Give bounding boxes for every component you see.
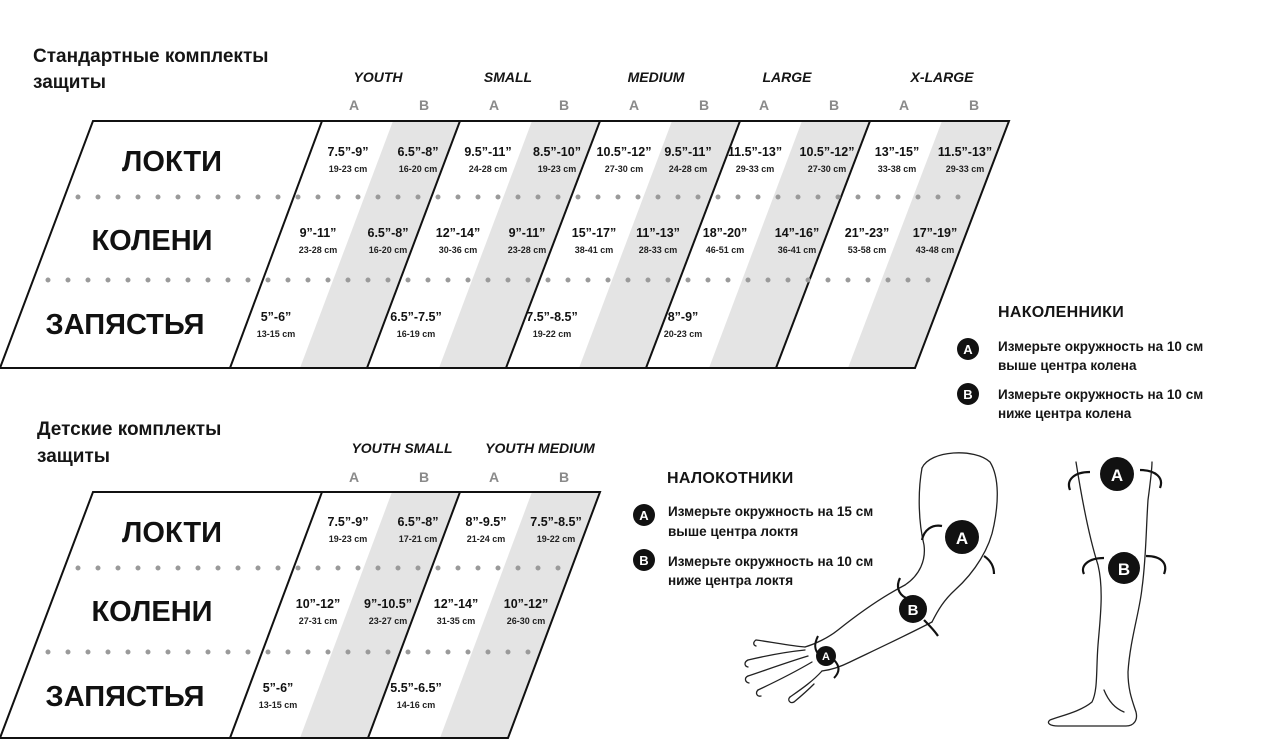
table-cell	[572, 226, 616, 255]
rotate-arrow-icon	[1146, 556, 1165, 574]
cell-cm-value: 16-20 cm	[368, 245, 408, 255]
elbow-guide-item-b	[633, 549, 873, 588]
cell-inch-value: 7.5”-8.5”	[526, 310, 578, 324]
table-cell	[328, 515, 369, 544]
cell-inch-value: 8”-9.5”	[465, 515, 507, 529]
knee-guide-item-b	[957, 383, 1203, 421]
ab-header-a: A	[898, 97, 910, 113]
ab-header-b: B	[558, 469, 570, 485]
table-cell	[703, 226, 747, 255]
ab-header-b: B	[968, 97, 980, 113]
cell-inch-value: 6.5”-8”	[367, 226, 409, 240]
cell-inch-value: 6.5”-7.5”	[390, 310, 442, 324]
table-cell	[299, 226, 338, 255]
cell-cm-value: 29-33 cm	[945, 164, 985, 174]
cell-cm-value: 23-27 cm	[368, 616, 408, 626]
ab-header-a: A	[758, 97, 770, 113]
cell-inch-value: 8”-9”	[667, 310, 699, 324]
row-label-elbows: ЛОКТИ	[122, 146, 222, 178]
row-label-wrists: ЗАПЯСТЬЯ	[45, 309, 205, 341]
table-cell	[464, 145, 511, 174]
knee-guide-a-line2: выше центра колена	[998, 358, 1137, 373]
table-cell	[436, 226, 480, 255]
cell-cm-value: 43-48 cm	[915, 245, 955, 255]
knee-guide	[957, 304, 1203, 421]
cell-inch-value: 10”-12”	[295, 597, 341, 611]
upper-arm-marker-a	[922, 520, 994, 574]
row-label-knees: КОЛЕНИ	[91, 596, 213, 628]
badge-b-letter: B	[639, 553, 649, 568]
cell-cm-value: 24-28 cm	[468, 164, 508, 174]
cell-inch-value: 11.5”-13”	[727, 145, 783, 159]
badge-b-letter: B	[963, 387, 973, 402]
cell-inch-value: 9”-10.5”	[364, 597, 412, 611]
cell-inch-value: 8.5”-10”	[533, 145, 581, 159]
size-header-youth-medium: YOUTH MEDIUM	[485, 440, 595, 456]
elbow-guide-item-a	[633, 504, 873, 539]
ab-header-a: A	[488, 469, 500, 485]
rotate-arrow-icon	[922, 526, 942, 540]
cell-inch-value: 10.5”-12”	[799, 145, 855, 159]
ab-header-a: A	[348, 97, 360, 113]
cell-cm-value: 33-38 cm	[877, 164, 917, 174]
size-header-large: LARGE	[762, 69, 812, 85]
cell-inch-value: 17”-19”	[912, 226, 958, 240]
cell-cm-value: 28-33 cm	[638, 245, 678, 255]
size-header-youth-small: YOUTH SMALL	[351, 440, 453, 456]
standard-size-headers	[354, 69, 975, 85]
table-cell	[296, 597, 340, 626]
row-label-wrists: ЗАПЯСТЬЯ	[45, 681, 205, 713]
marker-b-letter: B	[1117, 560, 1131, 579]
elbow-guide-a-line2: выше центра локтя	[668, 524, 799, 539]
cell-cm-value: 46-51 cm	[705, 245, 745, 255]
knee-guide-title: НАКОЛЕННИКИ	[998, 304, 1124, 321]
cell-cm-value: 27-30 cm	[807, 164, 847, 174]
table-cell	[257, 310, 296, 339]
row-label-knees: КОЛЕНИ	[91, 225, 213, 257]
cell-inch-value: 5.5”-6.5”	[390, 681, 442, 695]
table-cell	[728, 145, 782, 174]
cell-inch-value: 10”-12”	[503, 597, 549, 611]
elbow-guide-a-line1: Измерьте окружность на 15 см	[668, 504, 874, 519]
kids-title-line2: защиты	[37, 446, 111, 467]
knee-guide-b-line1: Измерьте окружность на 10 см	[998, 387, 1204, 402]
cell-inch-value: 6.5”-8”	[397, 515, 439, 529]
size-header-youth: YOUTH	[353, 69, 403, 85]
table-cell	[597, 145, 652, 174]
cell-inch-value: 7.5”-8.5”	[530, 515, 582, 529]
table-cell	[526, 310, 577, 339]
cell-cm-value: 24-28 cm	[668, 164, 708, 174]
cell-cm-value: 30-36 cm	[438, 245, 478, 255]
cell-inch-value: 11.5”-13”	[937, 145, 993, 159]
elbow-guide-b-line2: ниже центра локтя	[668, 573, 794, 588]
cell-cm-value: 13-15 cm	[258, 700, 298, 710]
leg-illustration	[1048, 457, 1165, 726]
table-cell	[664, 310, 703, 339]
cell-cm-value: 26-30 cm	[506, 616, 546, 626]
marker-b-letter: B	[907, 602, 919, 619]
cell-inch-value: 9.5”-11”	[464, 145, 512, 159]
ab-header-b: B	[698, 97, 710, 113]
cell-inch-value: 6.5”-8”	[397, 145, 439, 159]
elbow-guide-b-line1: Измерьте окружность на 10 см	[668, 554, 874, 569]
ab-header-b: B	[558, 97, 570, 113]
cell-inch-value: 18”-20”	[702, 226, 748, 240]
cell-cm-value: 27-30 cm	[604, 164, 644, 174]
badge-a-letter: A	[963, 342, 973, 357]
knee-guide-a-line1: Измерьте окружность на 10 см	[998, 339, 1204, 354]
cell-inch-value: 12”-14”	[435, 226, 481, 240]
marker-a-letter: A	[1110, 466, 1124, 485]
cell-inch-value: 10.5”-12”	[596, 145, 652, 159]
kids-title-line1: Детские комплекты	[37, 419, 222, 440]
cell-inch-value: 7.5”-9”	[327, 145, 369, 159]
table-cell	[259, 681, 298, 710]
rotate-arrow-icon	[984, 556, 994, 574]
rotate-arrow-icon	[834, 660, 839, 678]
cell-cm-value: 27-31 cm	[298, 616, 338, 626]
cell-inch-value: 7.5”-9”	[327, 515, 369, 529]
cell-inch-value: 5”-6”	[262, 681, 294, 695]
size-header-xlarge: X-LARGE	[910, 69, 974, 85]
ab-header-a: A	[488, 97, 500, 113]
knee-guide-item-a	[957, 338, 1203, 373]
cell-inch-value: 9”-11”	[508, 226, 546, 240]
ab-header-a: A	[348, 469, 360, 485]
cell-inch-value: 21”-23”	[844, 226, 890, 240]
forearm-marker-b	[898, 578, 938, 636]
cell-cm-value: 16-19 cm	[396, 329, 436, 339]
cell-cm-value: 14-16 cm	[396, 700, 436, 710]
cell-cm-value: 36-41 cm	[777, 245, 817, 255]
cell-inch-value: 14”-16”	[774, 226, 820, 240]
standard-title-line1: Стандартные комплекты	[33, 46, 269, 67]
table-cell	[466, 515, 507, 544]
table-cell	[434, 597, 478, 626]
size-header-medium: MEDIUM	[627, 69, 685, 85]
cell-inch-value: 9.5”-11”	[664, 145, 712, 159]
cell-cm-value: 21-24 cm	[466, 534, 506, 544]
cell-cm-value: 38-41 cm	[574, 245, 614, 255]
cell-inch-value: 5”-6”	[260, 310, 292, 324]
cell-cm-value: 53-58 cm	[847, 245, 887, 255]
row-label-elbows: ЛОКТИ	[122, 517, 222, 549]
standard-title-line2: защиты	[33, 72, 107, 93]
cell-inch-value: 13”-15”	[874, 145, 920, 159]
cell-cm-value: 19-22 cm	[532, 329, 572, 339]
knee-guide-b-line2: ниже центра колена	[998, 406, 1132, 421]
rotate-arrow-icon	[898, 578, 906, 598]
ab-header-b: B	[418, 469, 430, 485]
cell-cm-value: 29-33 cm	[735, 164, 775, 174]
table-cell	[328, 145, 369, 174]
rotate-arrow-icon	[1083, 558, 1104, 574]
cell-cm-value: 16-20 cm	[398, 164, 438, 174]
cell-inch-value: 15”-17”	[571, 226, 617, 240]
marker-a-letter: A	[955, 529, 969, 548]
cell-cm-value: 23-28 cm	[507, 245, 547, 255]
cell-cm-value: 19-23 cm	[537, 164, 577, 174]
cell-inch-value: 12”-14”	[433, 597, 479, 611]
table-cell	[875, 145, 919, 174]
elbow-guide	[633, 470, 873, 588]
kids-table	[0, 419, 600, 738]
cell-cm-value: 19-23 cm	[328, 164, 368, 174]
ab-header-b: B	[418, 97, 430, 113]
marker-a-letter: A	[822, 651, 830, 663]
cell-cm-value: 23-28 cm	[298, 245, 338, 255]
cell-cm-value: 19-23 cm	[328, 534, 368, 544]
cell-cm-value: 13-15 cm	[256, 329, 296, 339]
table-cell	[390, 681, 441, 710]
standard-ab-headers	[349, 97, 979, 113]
elbow-guide-title: НАЛОКОТНИКИ	[667, 470, 794, 487]
table-cell	[845, 226, 889, 255]
cell-cm-value: 31-35 cm	[436, 616, 476, 626]
cell-cm-value: 17-21 cm	[398, 534, 438, 544]
leg-outline-icon	[1048, 462, 1152, 726]
cell-inch-value: 9”-11”	[299, 226, 337, 240]
cell-cm-value: 20-23 cm	[663, 329, 703, 339]
cell-cm-value: 19-22 cm	[536, 534, 576, 544]
thigh-marker-a	[1069, 457, 1161, 491]
table-cell	[390, 310, 441, 339]
badge-a-letter: A	[639, 508, 649, 523]
ab-header-b: B	[828, 97, 840, 113]
size-header-small: SMALL	[483, 69, 533, 85]
ab-header-a: A	[628, 97, 640, 113]
standard-table	[0, 46, 1009, 368]
cell-inch-value: 11”-13”	[636, 226, 680, 240]
